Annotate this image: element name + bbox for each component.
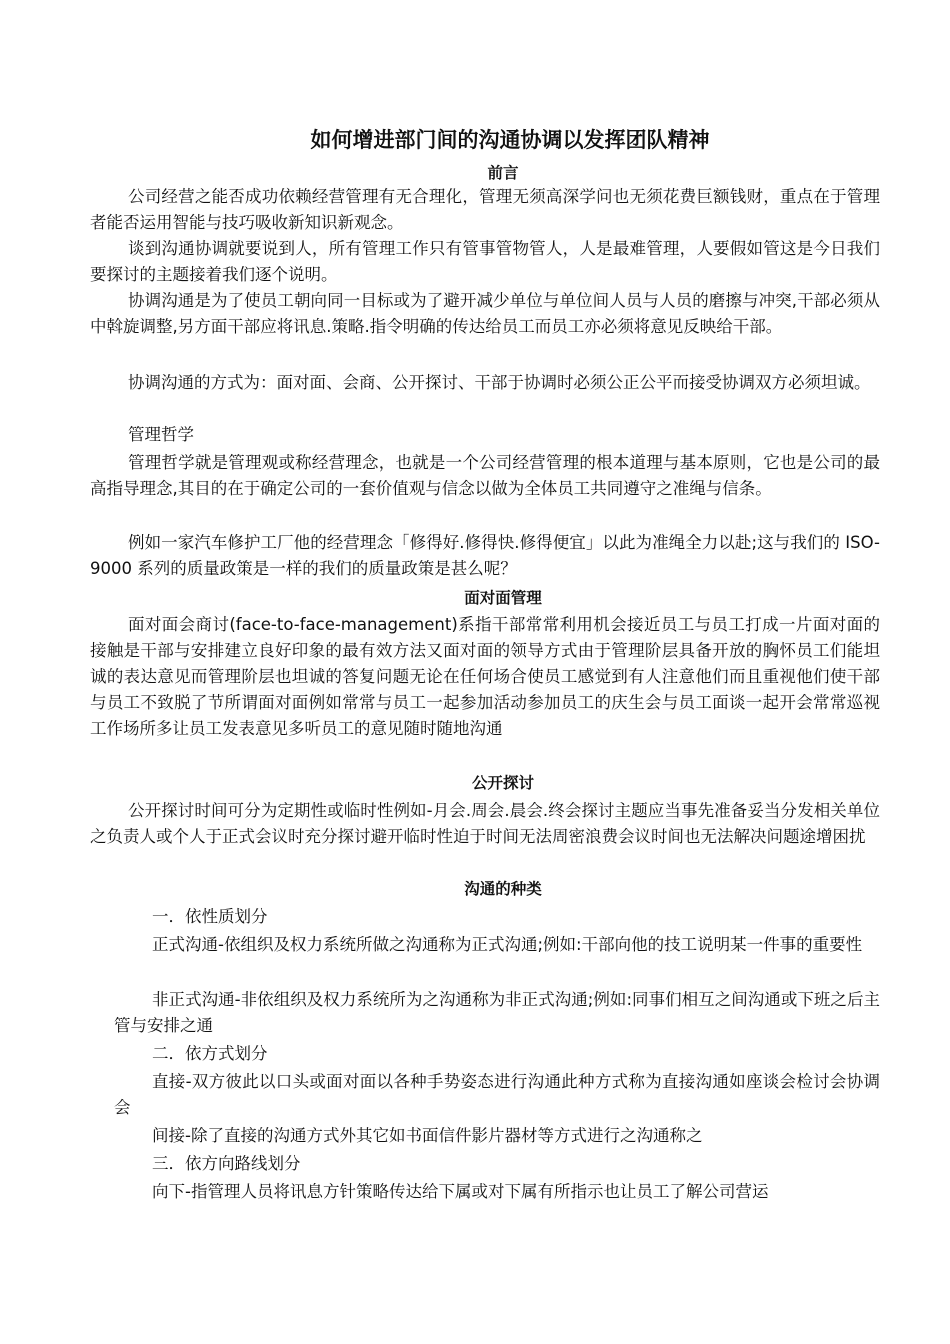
- paragraph-direct-communication: 直接-双方彼此以口头或面对面以各种手势姿态进行沟通此种方式称为直接沟通如座谈会检讨会协调会: [114, 1072, 880, 1117]
- heading-open-discussion: 公开探讨: [471, 774, 534, 792]
- heading-preface: 前言: [487, 164, 519, 182]
- heading-face-to-face: 面对面管理: [464, 589, 542, 607]
- category-by-method: 二．依方式划分: [152, 1044, 268, 1063]
- paragraph-downward-communication: 向下-指管理人员将讯息方针策略传达给下属或对下属有所指示也让员工了解公司营运: [152, 1182, 769, 1201]
- paragraph-example-philosophy: 例如一家汽车修护工厂他的经营理念「修得好.修得快.修得便宜」以此为准绳全力以赴;这与我们的 ISO-9000 系列的质量政策是一样的我们的质量政策是甚么呢？: [90, 533, 880, 578]
- paragraph-indirect-communication: 间接-除了直接的沟通方式外其它如书面信件影片器材等方式进行之沟通称之: [152, 1126, 703, 1145]
- paragraph-coordination-purpose: 协调沟通是为了使员工朝向同一目标或为了避开减少单位与单位间人员与人员的磨擦与冲突,干部必须从中斡旋调整,另方面干部应将讯息.策略.指令明确的传达给员工而员工亦必须将意见反映给干部。: [90, 291, 880, 336]
- paragraph-coordination-methods: 协调沟通的方式为：面对面、会商、公开探讨、干部于协调时必须公正公平而接受协调双方必须坦诚。: [128, 373, 871, 392]
- document-title: 如何增进部门间的沟通协调以发挥团队精神: [310, 128, 710, 152]
- paragraph-open-discussion: 公开探讨时间可分为定期性或临时性例如-月会.周会.晨会.终会探讨主题应当事先准备妥当分发相关单位之负责人或个人于正式会议时充分探讨避开临时性迫于时间无法周密浪费会议时间也无法解决问题途增困扰: [90, 801, 880, 846]
- paragraph-people-management: 谈到沟通协调就要说到人，所有管理工作只有管事管物管人，人是最难管理，人要假如管这是今日我们要探讨的主题接着我们逐个说明。: [90, 239, 880, 284]
- paragraph-management-philosophy: 管理哲学就是管理观或称经营理念，也就是一个公司经营管理的根本道理与基本原则，它也是公司的最高指导理念,其目的在于确定公司的一套价值观与信念以做为全体员工共同遵守之准绳与信条。: [90, 453, 880, 498]
- heading-communication-types: 沟通的种类: [464, 880, 542, 898]
- paragraph-management-success: 公司经营之能否成功依赖经营管理有无合理化，管理无须高深学问也无须花费巨额钱财，重点在于管理者能否运用智能与技巧吸收新知识新观念。: [90, 187, 880, 232]
- subheading-management-philosophy: 管理哲学: [128, 425, 194, 444]
- paragraph-face-to-face: 面对面会商讨(face-to-face-management)系指干部常常利用机会接近员工与员工打成一片面对面的接触是干部与安排建立良好印象的最有效方法又面对面的领导方式由于管理阶层具备开放的胸怀员工们能坦诚的表达意见而管理阶层也坦诚的答复问题无论在任何场合使员工感觉到有人注意他们而且重视他们使干部与员工不致脱了节所谓面对面例如常常与员工一起参加活动参加员工的庆生会与员工面谈一起开会常常巡视工作场所多让员工发表意见多听员工的意见随时随地沟通: [90, 615, 880, 738]
- paragraph-formal-communication: 正式沟通-依组织及权力系统所做之沟通称为正式沟通;例如:干部向他的技工说明某一件事的重要性: [152, 935, 863, 954]
- category-by-nature: 一．依性质划分: [152, 907, 268, 926]
- paragraph-informal-communication: 非正式沟通-非依组织及权力系统所为之沟通称为非正式沟通;例如:同事们相互之间沟通或下班之后主管与安排之通: [114, 990, 880, 1035]
- category-by-direction: 三．依方向路线划分: [152, 1154, 301, 1173]
